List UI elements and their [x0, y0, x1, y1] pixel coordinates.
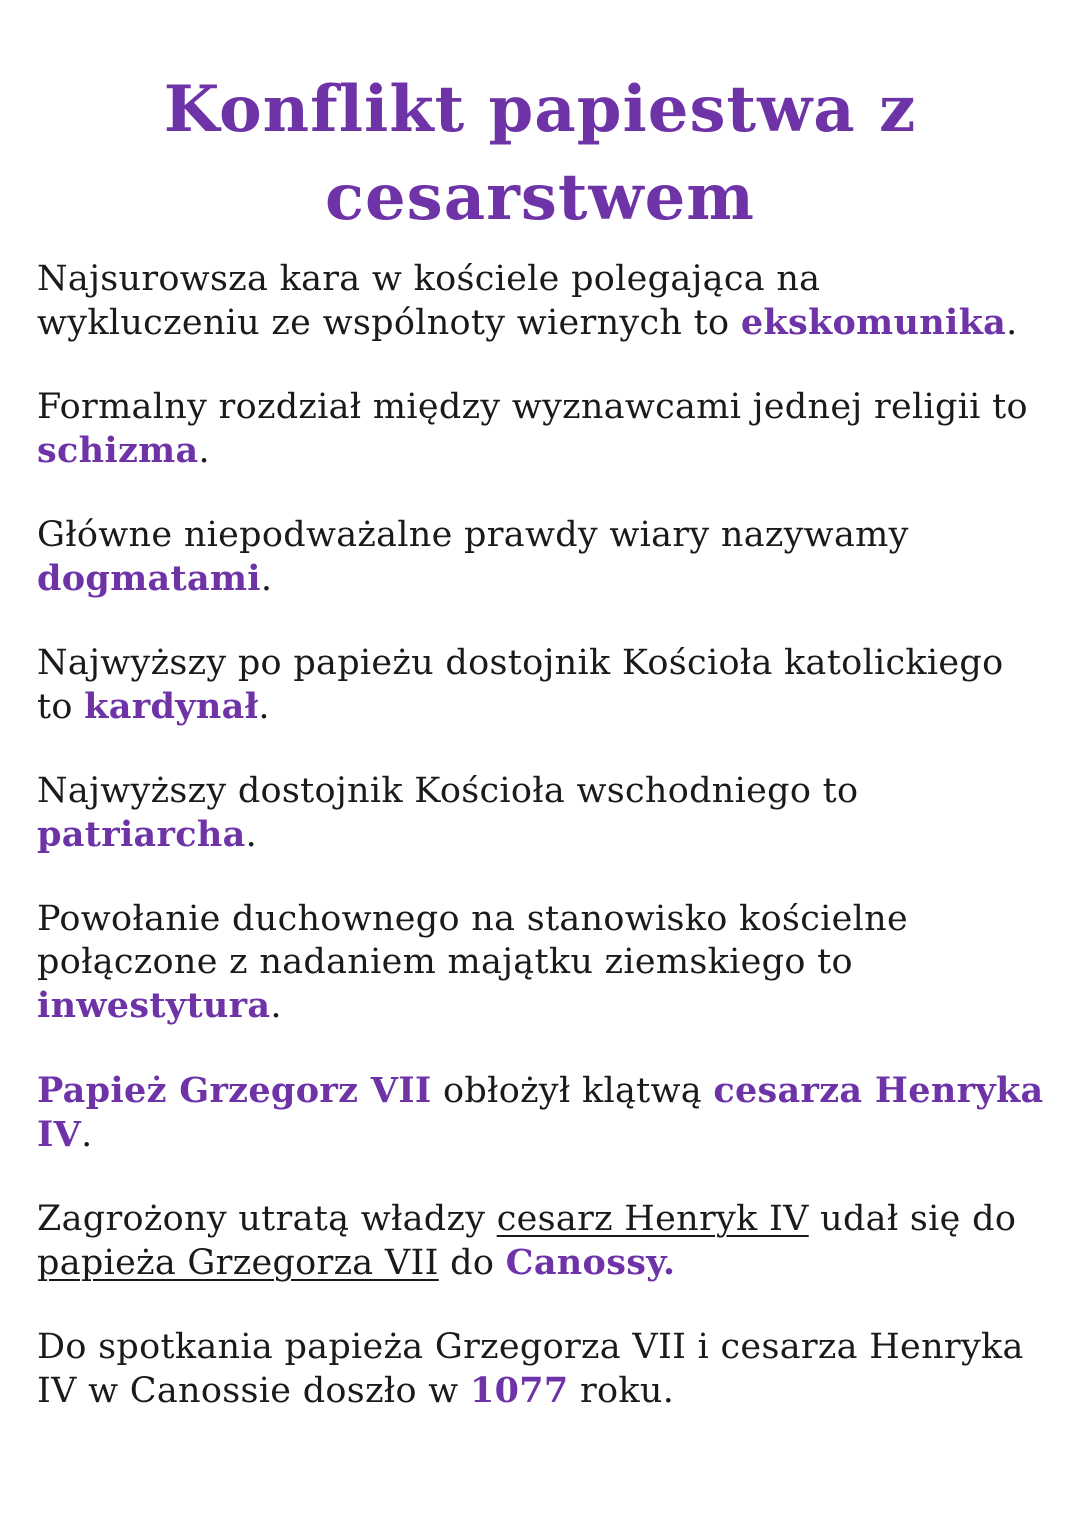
- key-term: cesarza Henryka IV: [37, 1070, 1044, 1155]
- paragraph-text: Główne niepodważalne prawdy wiary nazywamy: [37, 515, 909, 555]
- paragraph-text: Zagrożony utratą władzy: [37, 1199, 497, 1239]
- paragraph-canossa: [37, 1198, 1047, 1285]
- underlined-phrase: papieża Grzegorza VII: [37, 1243, 439, 1283]
- paragraph-dogmaty: [37, 514, 1047, 601]
- key-term: 1077: [469, 1370, 569, 1411]
- page-title: [0, 66, 1080, 242]
- title-line-2: cesarstwem: [324, 160, 756, 235]
- paragraph-schizma: [37, 386, 1047, 473]
- key-term: dogmatami: [37, 558, 261, 599]
- paragraph-text: udał się do: [808, 1199, 1017, 1239]
- paragraph-end: .: [1006, 303, 1018, 343]
- paragraph-end: .: [245, 815, 258, 855]
- paragraph-end: roku.: [568, 1371, 675, 1411]
- key-term: Canossy.: [505, 1242, 676, 1283]
- paragraph-text: Do spotkania papieża Grzegorza VII i cesarza Henryka IV w Canossie doszło w: [37, 1327, 1024, 1411]
- paragraph-end: .: [260, 559, 273, 599]
- paragraph-end: .: [258, 687, 270, 727]
- key-term: kardynał: [84, 686, 259, 727]
- paragraph-end: .: [198, 431, 210, 471]
- paragraph-text: do: [438, 1243, 506, 1283]
- paragraph-text: Formalny rozdział między wyznawcami jednej religii to: [37, 387, 1028, 427]
- paragraph-1077: [37, 1326, 1047, 1413]
- title-line-1: Konflikt papiestwa z: [163, 72, 917, 147]
- paragraph-end: .: [81, 1115, 93, 1155]
- paragraph-kardynal: [37, 642, 1047, 729]
- key-term: schizma: [37, 430, 199, 471]
- key-term: ekskomunika: [740, 302, 1007, 343]
- key-term: inwestytura: [37, 985, 271, 1026]
- paragraph-text: Najwyższy dostojnik Kościoła wschodniego to: [37, 771, 859, 811]
- paragraph-patriarcha: [37, 770, 1047, 857]
- paragraph-text: Najwyższy po papieżu dostojnik Kościoła katolickiego to: [37, 643, 1004, 727]
- paragraph-ekskomunika: [37, 258, 1047, 345]
- paragraph-text: obłożył klątwą: [431, 1071, 714, 1111]
- paragraph-text: Najsurowsza kara w kościele polegająca na wykluczeniu ze wspólnoty wiernych to: [37, 259, 821, 343]
- paragraph-inwestytura: [37, 898, 1047, 1028]
- key-term: Papież Grzegorz VII: [37, 1070, 432, 1111]
- paragraph-text: Powołanie duchownego na stanowisko kościelne połączone z nadaniem majątku ziemskiego to: [37, 899, 908, 982]
- paragraph-klatwa: [37, 1069, 1047, 1157]
- key-term: patriarcha: [37, 814, 246, 855]
- paragraph-end: .: [270, 986, 282, 1026]
- definitions-list: [37, 258, 1047, 1454]
- underlined-phrase: cesarz Henryk IV: [496, 1199, 809, 1239]
